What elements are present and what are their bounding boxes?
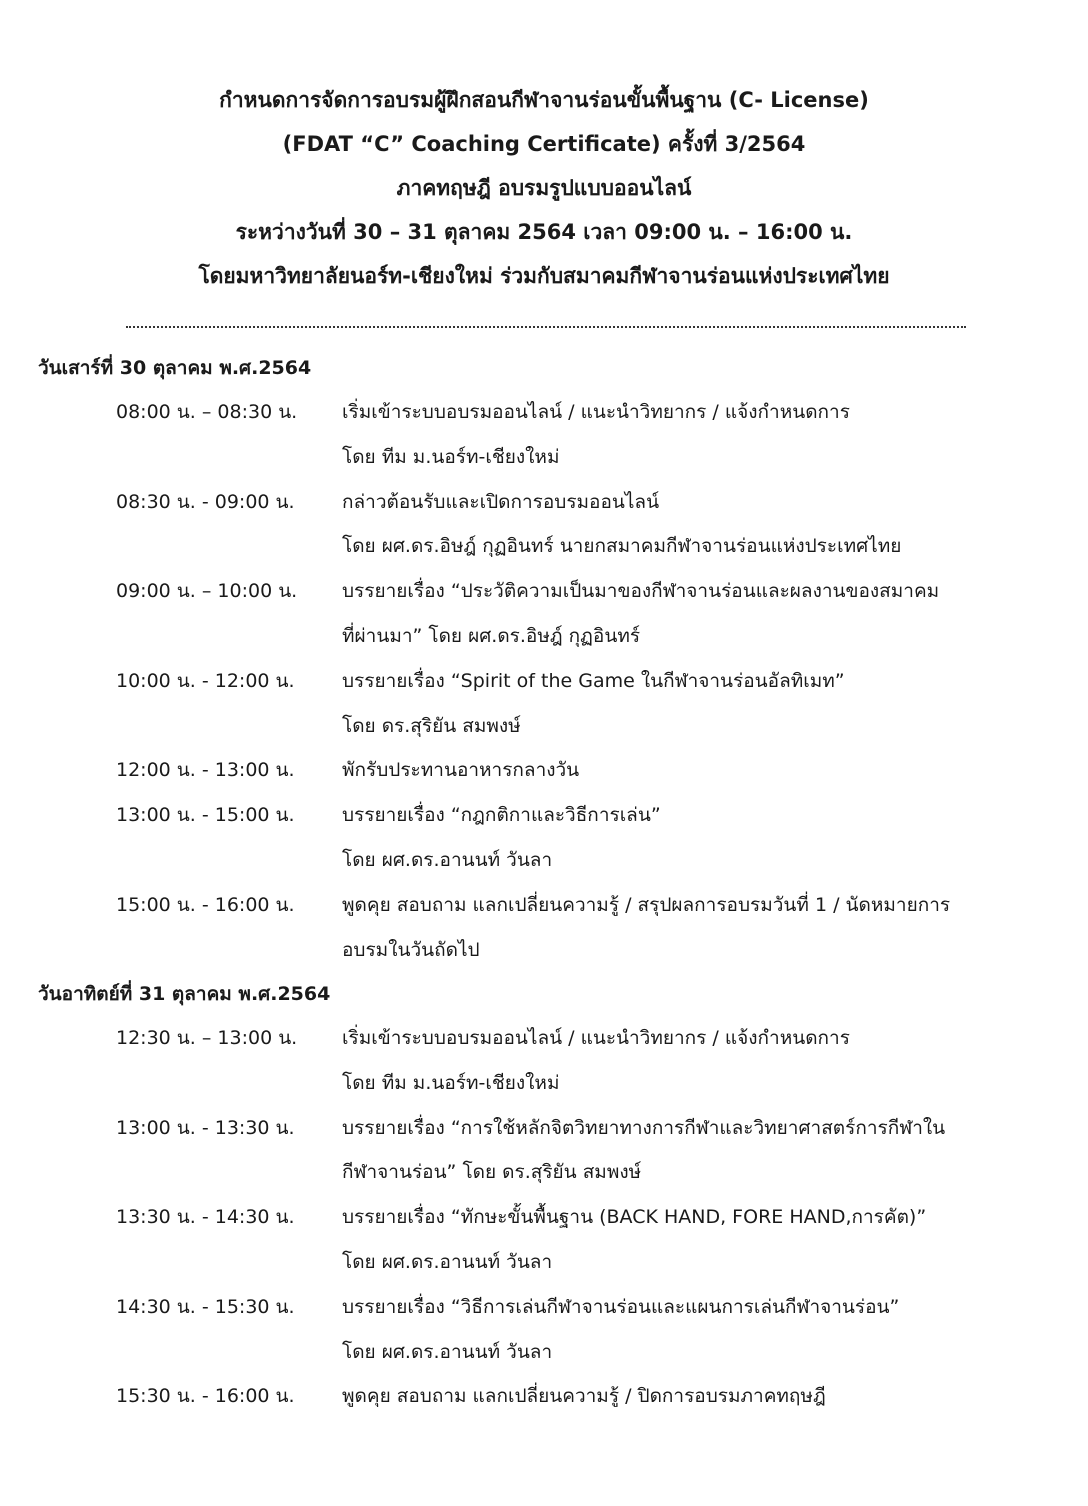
description-line: พูดคุย สอบถาม แลกเปลี่ยนความรู้ / สรุปผลการอบรมวันที่ 1 / นัดหมายการ: [342, 893, 951, 916]
schedule-description: [342, 480, 1038, 570]
header-format: ภาคทฤษฎี อบรมรูปแบบออนไลน์: [396, 176, 692, 200]
schedule-description: [342, 659, 1038, 749]
description-line: โดย ผศ.ดร.อานนท์ วันลา: [342, 1250, 553, 1273]
schedule-time: 08:30 น. - 09:00 น.: [116, 490, 295, 513]
schedule-row: [38, 569, 1038, 659]
description-line: บรรยายเรื่อง “การใช้หลักจิตวิทยาทางการกีฬาและวิทยาศาสตร์การกีฬาใน: [342, 1116, 946, 1139]
day-section-1: [38, 346, 1038, 972]
schedule-time: 13:30 น. - 14:30 น.: [116, 1206, 295, 1229]
description-line: โดย ดร.สุริยัน สมพงษ์: [342, 714, 521, 737]
schedule-list: [38, 1016, 1038, 1419]
description-line: เริ่มเข้าระบบอบรมออนไลน์ / แนะนำวิทยากร / แจ้งกำหนดการ: [342, 401, 850, 423]
schedule-list: [38, 390, 1038, 972]
schedule-time: 13:00 น. - 15:00 น.: [116, 804, 295, 827]
day-title: วันอาทิตย์ที่ 31 ตุลาคม พ.ศ.2564: [38, 983, 331, 1005]
schedule-description: [342, 883, 1038, 973]
description-line: กีฬาจานร่อน” โดย ดร.สุริยัน สมพงษ์: [342, 1161, 642, 1184]
day-section-2: [38, 972, 1038, 1419]
schedule-time: 15:30 น. - 16:00 น.: [116, 1385, 295, 1408]
schedule-row: [38, 1285, 1038, 1375]
schedule-description: [342, 390, 1038, 480]
description-line: พูดคุย สอบถาม แลกเปลี่ยนความรู้ / ปิดการอบรมภาคทฤษฎี: [342, 1385, 826, 1408]
header-dates: ระหว่างวันที่ 30 – 31 ตุลาคม 2564 เวลา 09:00 น. – 16:00 น.: [235, 220, 853, 244]
schedule-time: 09:00 น. – 10:00 น.: [116, 580, 298, 603]
schedule-time: 14:30 น. - 15:30 น.: [116, 1295, 295, 1318]
description-line: โดย ทีม ม.นอร์ท-เชียงใหม่: [342, 1071, 560, 1094]
description-line: บรรยายเรื่อง “ทักษะขั้นพื้นฐาน (BACK HAND, FORE HAND,การคัต)”: [342, 1206, 927, 1229]
schedule-row: [38, 1374, 1038, 1419]
schedule-row: [38, 659, 1038, 749]
schedule-time: 10:00 น. - 12:00 น.: [116, 669, 295, 692]
schedule-row: [38, 1106, 1038, 1196]
dotted-divider: [126, 326, 966, 328]
schedule-row: [38, 883, 1038, 973]
day-title: วันเสาร์ที่ 30 ตุลาคม พ.ศ.2564: [38, 357, 312, 379]
schedule-description: [342, 1285, 1038, 1375]
description-line: บรรยายเรื่อง “ประวัติความเป็นมาของกีฬาจานร่อนและผลงานของสมาคม: [342, 580, 940, 603]
description-line: โดย ทีม ม.นอร์ท-เชียงใหม่: [342, 445, 560, 468]
header-certificate: (FDAT “C” Coaching Certificate) ครั้งที่ 3/2564: [282, 132, 806, 156]
description-line: บรรยายเรื่อง “Spirit of the Game ในกีฬาจานร่อนอัลทิเมท”: [342, 669, 845, 692]
schedule-description: [342, 1106, 1038, 1196]
description-line: เริ่มเข้าระบบอบรมออนไลน์ / แนะนำวิทยากร / แจ้งกำหนดการ: [342, 1027, 850, 1049]
description-line: กล่าวต้อนรับและเปิดการอบรมออนไลน์: [342, 490, 660, 513]
schedule-time: 12:30 น. – 13:00 น.: [116, 1027, 298, 1049]
description-line: อบรมในวันถัดไป: [342, 938, 480, 961]
schedule-row: [38, 1195, 1038, 1285]
schedule-description: [342, 569, 1038, 659]
description-line: บรรยายเรื่อง “วิธีการเล่นกีฬาจานร่อนและแผนการเล่นกีฬาจานร่อน”: [342, 1295, 900, 1318]
header-organizers: โดยมหาวิทยาลัยนอร์ท-เชียงใหม่ ร่วมกับสมาคมกีฬาจานร่อนแห่งประเทศไทย: [198, 264, 890, 288]
schedule-row: [38, 480, 1038, 570]
schedule-time: 13:00 น. - 13:30 น.: [116, 1116, 295, 1139]
schedule-row: [38, 1016, 1038, 1106]
schedule-description: [342, 1016, 1038, 1106]
schedule-time: 12:00 น. - 13:00 น.: [116, 759, 295, 782]
schedule-row: [38, 793, 1038, 883]
description-line: ที่ผ่านมา” โดย ผศ.ดร.อิษฎ์ กุฏอินทร์: [342, 624, 641, 647]
document-header: [0, 78, 1088, 298]
description-line: โดย ผศ.ดร.อานนท์ วันลา: [342, 1340, 553, 1363]
schedule-time: 08:00 น. – 08:30 น.: [116, 401, 298, 423]
schedule-description: [342, 793, 1038, 883]
schedule-description: [342, 748, 1038, 793]
header-title: กำหนดการจัดการอบรมผู้ฝึกสอนกีฬาจานร่อนขั้นพื้นฐาน (C- License): [219, 88, 869, 112]
schedule-description: [342, 1374, 1038, 1419]
schedule-row: [38, 748, 1038, 793]
description-line: พักรับประทานอาหารกลางวัน: [342, 759, 580, 782]
schedule-time: 15:00 น. - 16:00 น.: [116, 893, 295, 916]
description-line: โดย ผศ.ดร.อิษฎ์ กุฏอินทร์ นายกสมาคมกีฬาจานร่อนแห่งประเทศไทย: [342, 535, 902, 558]
description-line: บรรยายเรื่อง “กฎกติกาและวิธีการเล่น”: [342, 804, 661, 827]
schedule-row: [38, 390, 1038, 480]
description-line: โดย ผศ.ดร.อานนท์ วันลา: [342, 848, 553, 871]
schedule-description: [342, 1195, 1038, 1285]
